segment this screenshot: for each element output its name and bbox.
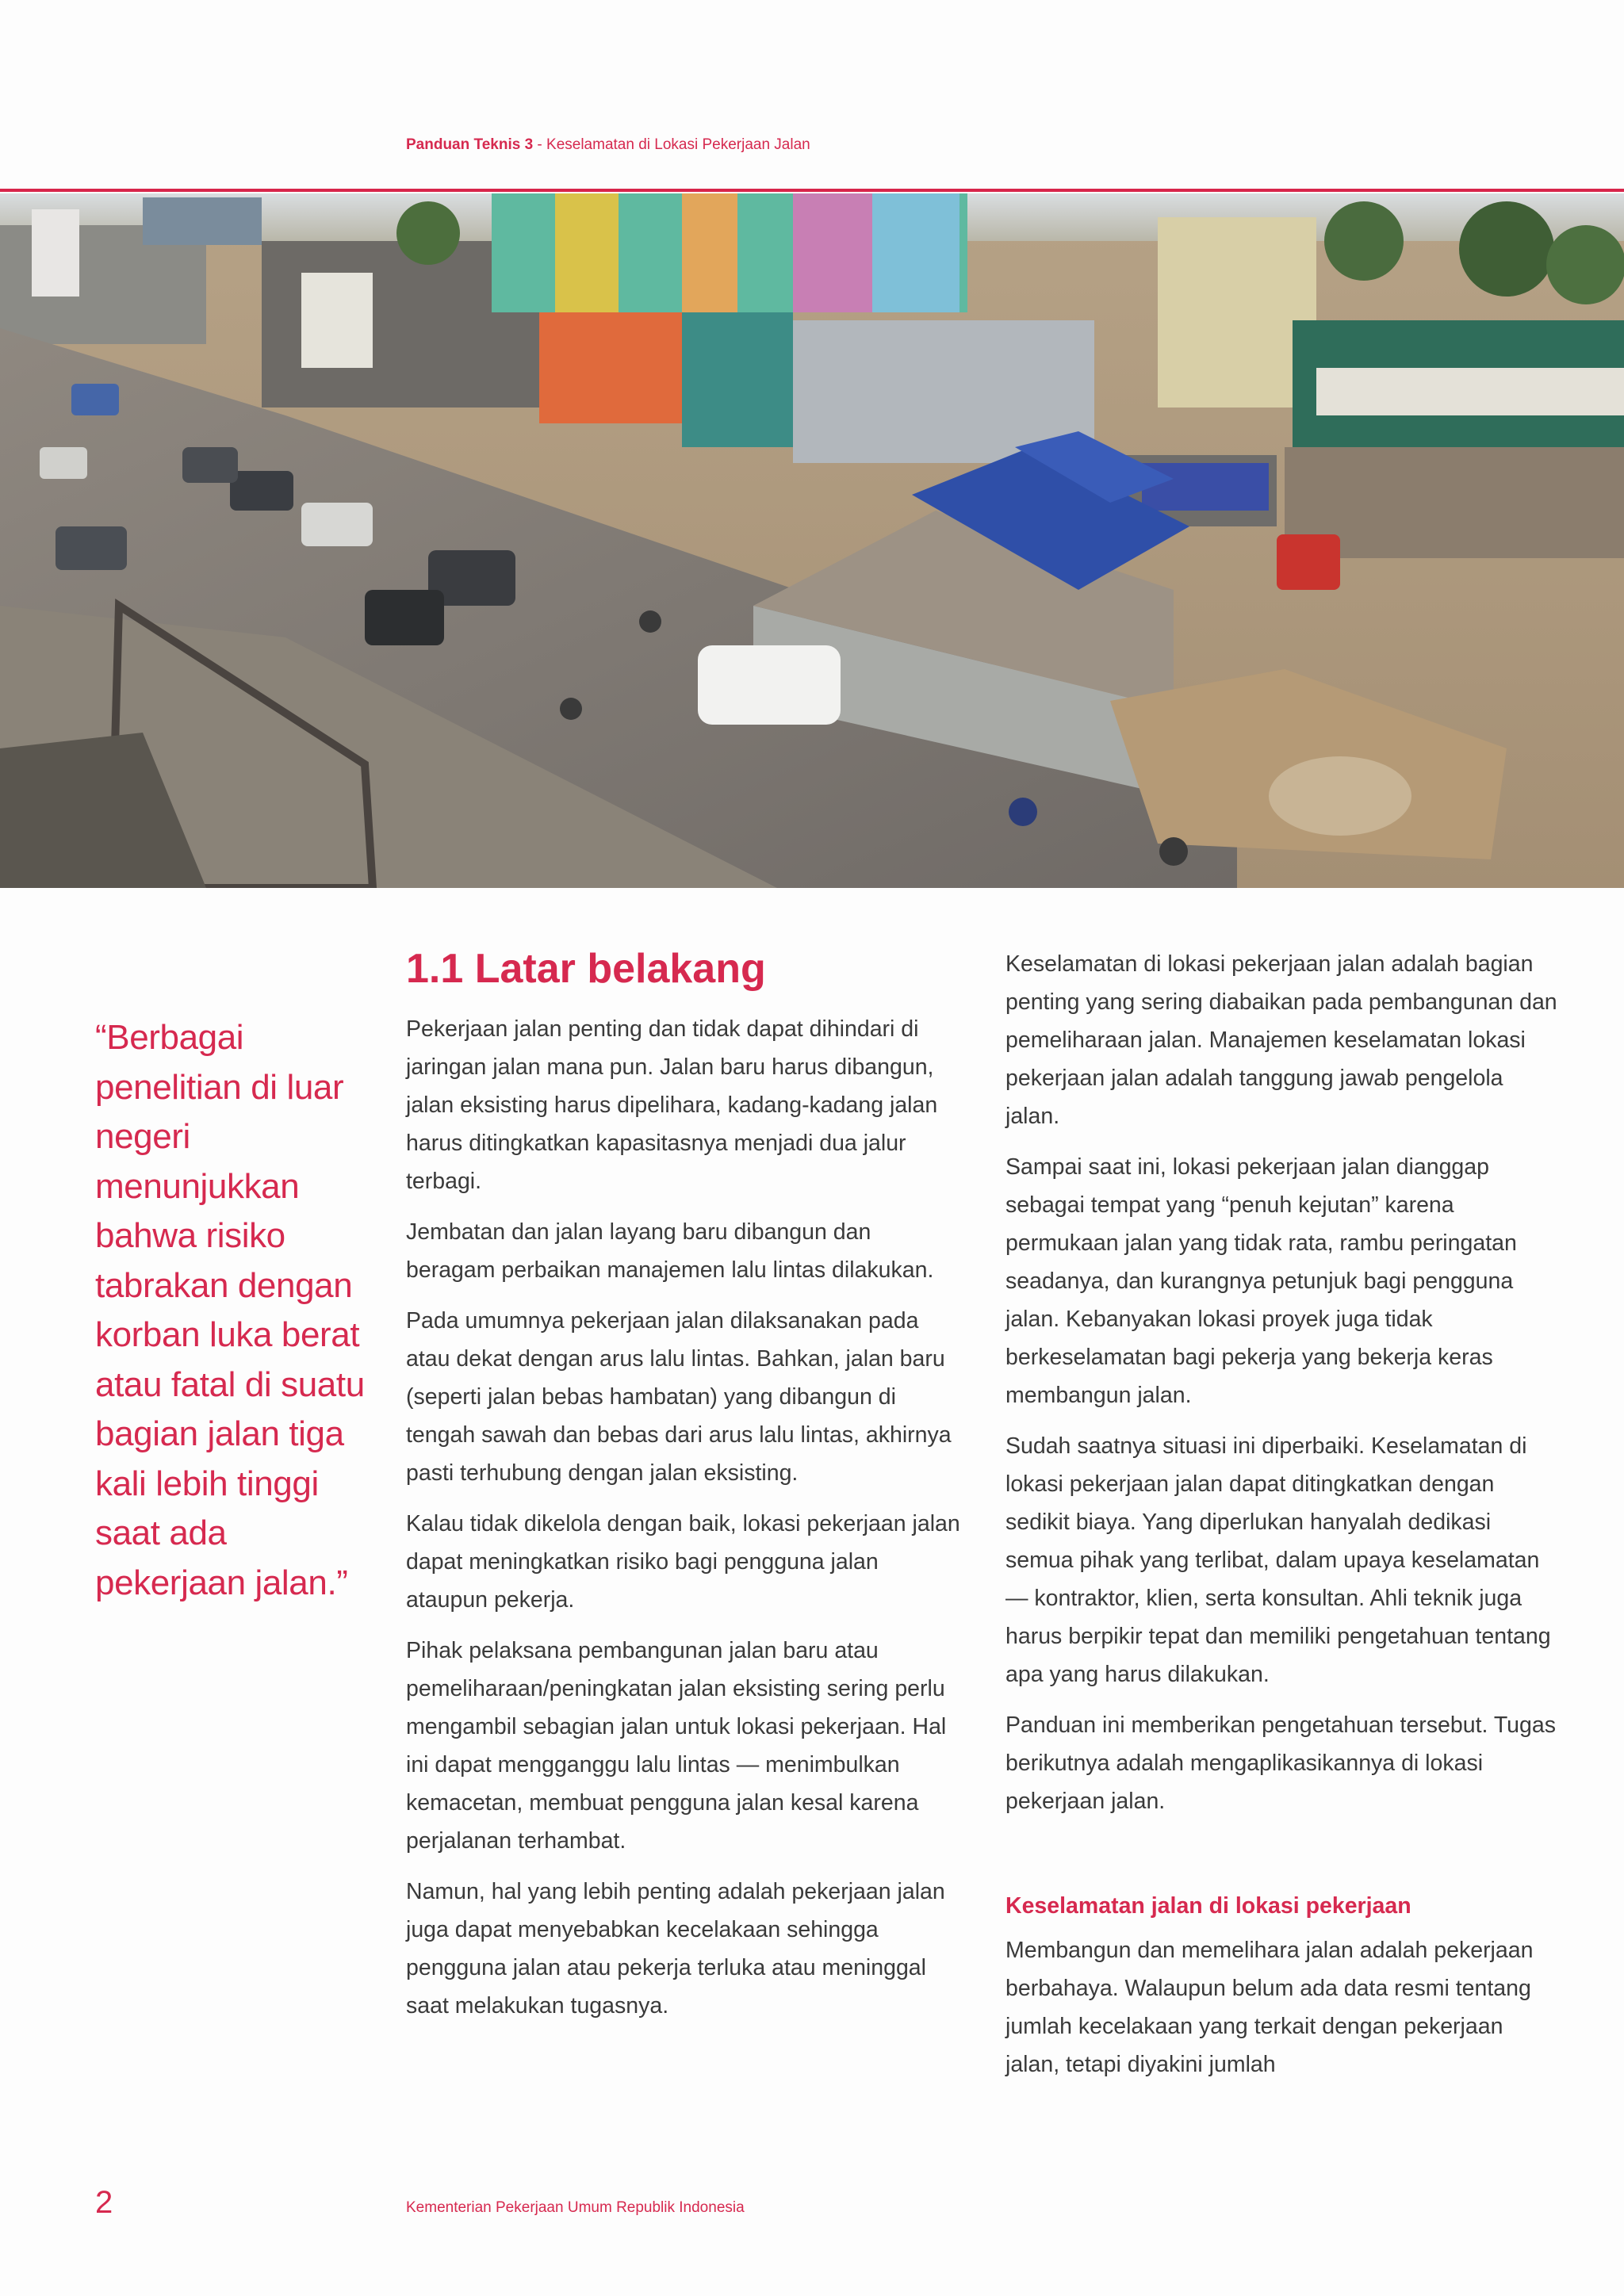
paragraph: Keselamatan di lokasi pekerjaan jalan adalah bagian penting yang sering diabaikan pada pembangunan dan pemeliharaan jalan. Manajemen keselamatan lokasi pekerjaan jalan adalah tanggung jawab pengelola jalan. (1005, 951, 1557, 1129)
paragraph: Sudah saatnya situasi ini diperbaiki. Keselamatan di lokasi pekerjaan jalan dapat ditingkatkan dengan sedikit biaya. Yang diperlukan hanyalah dedikasi semua pihak yang terlibat, dalam upaya keselamatan — kontraktor, klien, serta konsultan. Ahli teknik juga harus berpikir tepat dan memiliki pengetahuan tentang apa yang harus dilakukan. (1005, 1433, 1551, 1687)
running-header (406, 136, 810, 154)
paragraph: Pihak pelaksana pembangunan jalan baru atau pemeliharaan/peningkatan jalan eksisting sering perlu mengambil sebagian jalan untuk lokasi pekerjaan. Hal ini dapat mengganggu lalu lintas — menimbulkan kemacetan, membuat pengguna jalan kesal karena perjalanan terhambat. (406, 1638, 947, 1854)
footer-publisher: Kementerian Pekerjaan Umum Republik Indonesia (406, 2199, 745, 2216)
header-title: Panduan Teknis 3 (406, 136, 534, 153)
paragraph: Jembatan dan jalan layang baru dibangun dan beragam perbaikan manajemen lalu lintas dilakukan. (406, 1219, 934, 1283)
pull-quote: “Berbagai penelitian di luar negeri menunjukkan bahwa risiko tabrakan dengan korban luka berat atau fatal di suatu bagian jalan tiga kali lebih tinggi saat ada pekerjaan jalan.” (95, 1018, 365, 1602)
road-works-photo (0, 193, 1624, 888)
subheading: Keselamatan jalan di lokasi pekerjaan (1005, 1893, 1411, 1919)
paragraph: Pada umumnya pekerjaan jalan dilaksanakan pada atau dekat dengan arus lalu lintas. Bahkan, jalan baru (seperti jalan bebas hambatan) yang dibangun di tengah sawah dan bebas dari arus lalu lintas, akhirnya pasti terhubung dengan jalan eksisting. (406, 1308, 952, 1486)
paragraph: Panduan ini memberikan pengetahuan tersebut. Tugas berikutnya adalah mengaplikasikannya di lokasi pekerjaan jalan. (1005, 1712, 1556, 1814)
paragraph: Sampai saat ini, lokasi pekerjaan jalan dianggap sebagai tempat yang “penuh kejutan” karena permukaan jalan yang tidak rata, rambu peringatan seadanya, dan kurangnya petunjuk bagi pengguna jalan. Kebanyakan lokasi proyek juga tidak berkeselamatan bagi pekerja yang bekerja keras membangun jalan. (1005, 1154, 1517, 1408)
header-subtitle: - Keselamatan di Lokasi Pekerjaan Jalan (533, 136, 810, 153)
section-title: 1.1 Latar belakang (406, 946, 766, 992)
paragraph: Namun, hal yang lebih penting adalah pekerjaan jalan juga dapat menyebabkan kecelakaan sehingga pengguna jalan atau pekerja terluka atau meninggal saat melakukan tugasnya. (406, 1879, 945, 2019)
main-column (406, 943, 961, 2038)
page-number: 2 (95, 2185, 113, 2220)
header-rule (0, 189, 1624, 192)
paragraph: Kalau tidak dikelola dengan baik, lokasi pekerjaan jalan dapat meningkatkan risiko bagi pengguna jalan ataupun pekerja. (406, 1511, 960, 1613)
paragraph: Membangun dan memelihara jalan adalah pekerjaan berbahaya. Walaupun belum ada data resmi tentang jumlah kecelakaan yang terkait dengan pekerjaan jalan, tetapi diyakini jumlah (1005, 1938, 1534, 2077)
right-column (1005, 945, 1561, 2096)
paragraph: Pekerjaan jalan penting dan tidak dapat dihindari di jaringan jalan mana pun. Jalan baru harus dibangun, jalan eksisting harus dipelihara, kadang-kadang jalan harus ditingkatkan kapasitasnya menjadi dua jalur terbagi. (406, 1016, 938, 1194)
